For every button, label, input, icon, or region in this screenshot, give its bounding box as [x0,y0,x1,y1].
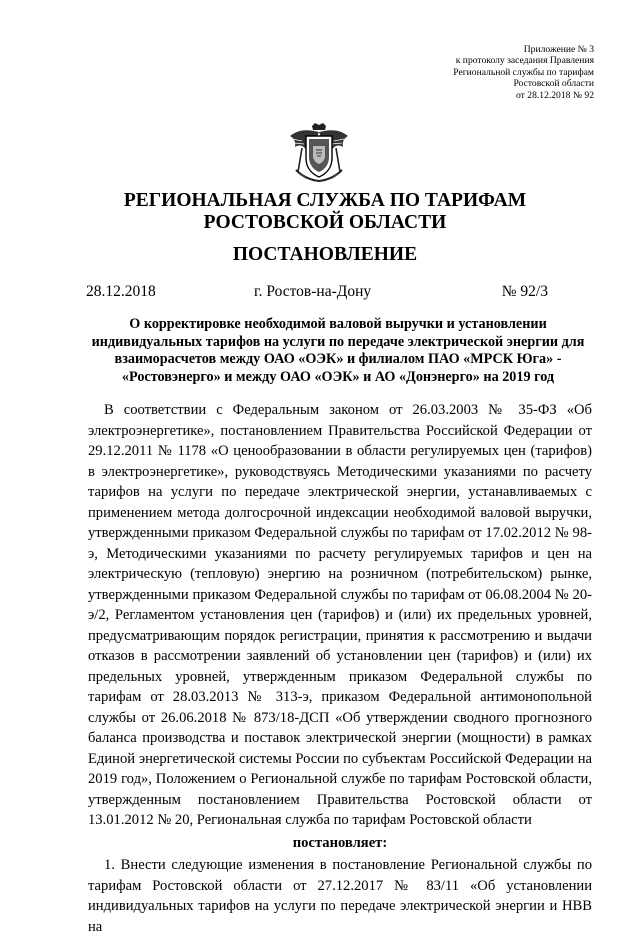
appendix-line: к протоколу заседания Правления [455,55,594,67]
organization-line: РОСТОВСКОЙ ОБЛАСТИ [203,212,447,233]
appendix-note [453,44,594,101]
preamble-paragraph: В соответствии с Федеральным законом от 26.03.2003 № 35-ФЗ «Об электроэнергетике», постановлением Правительства Российской Федерации от 29.12.2011 № 1178 «О ценообразовании в области регулируемых цен (тарифов) в электроэнергетике», руководствуясь Методическими указаниями по расчету тарифов на услуги по передаче электрической энергии, устанавливаемых с применением метода долгосрочной индексации необходимой валовой выручки, утвержденными приказом Федеральной службы по тарифам от 17.02.2012 № 98-э, Методическими указаниями по расчету регулируемых тарифов и цен на электрическую (тепловую) энергию на розничном (потребительском) рынке, утвержденными приказом Федеральной службы по тарифам от 06.08.2004 № 20-э/2, Регламентом установления цен (тарифов) и (или) их предельных уровней, предусматривающим порядок регистрации, принятия к рассмотрению и выдачи отказов в рассмотрении заявлений об установлении цен (тарифов) и (или) их предельных уровней, утвержденным приказом Федеральной службы по тарифам от 28.03.2013 № 313-э, приказом Федеральной антимонопольной службы от 26.06.2018 № 873/18-ДСП «Об утверждении сводного прогнозного баланса производства и поставок электрической энергии (мощности) в рамках Единой энергетической системы России по субъектам Российской Федерации на 2019 год», Положением о Региональной службе по тарифам Ростовской области, утвержденным постановлением Правительства Ростовской области от 13.01.2012 № 20, Региональная служба по тарифам Ростовской области [88,402,592,828]
appendix-line: от 28.12.2018 № 92 [516,89,594,101]
appendix-line: Региональной службы по тарифам [453,66,594,78]
appendix-line: Ростовской области [513,78,594,90]
document-city: г. Ростов-на-Дону [254,283,372,300]
document-number: № 92/3 [501,283,548,300]
organization-name [0,190,640,234]
appendix-line: Приложение № 3 [523,44,594,55]
decree-word: постановляет: [292,834,388,851]
coat-of-arms-icon [286,122,352,184]
organization-line: РЕГИОНАЛЬНАЯ СЛУЖБА ПО ТАРИФАМ [123,190,527,211]
document-body [88,400,592,937]
document-date: 28.12.2018 [86,283,156,300]
item-1-paragraph: 1. Внести следующие изменения в постановление Региональной службы по тарифам Ростовской области от 27.12.2017 № 83/11 «Об установлении индивидуальных тарифов на услуги по передаче электрической энергии и НВВ на [88,857,592,935]
document-type: ПОСТАНОВЛЕНИЕ [232,244,418,265]
document-title: О корректировке необходимой валовой выручки и установлении индивидуальных тарифов на услуги по передаче электрической энергии для взаиморасчетов между ОАО «ОЭК» и филиалом ПАО «МРСК Юга» - «Ростовэнерго» и между ОАО «ОЭК» и АО «Донэнерго» на 2019 год [91,316,585,385]
